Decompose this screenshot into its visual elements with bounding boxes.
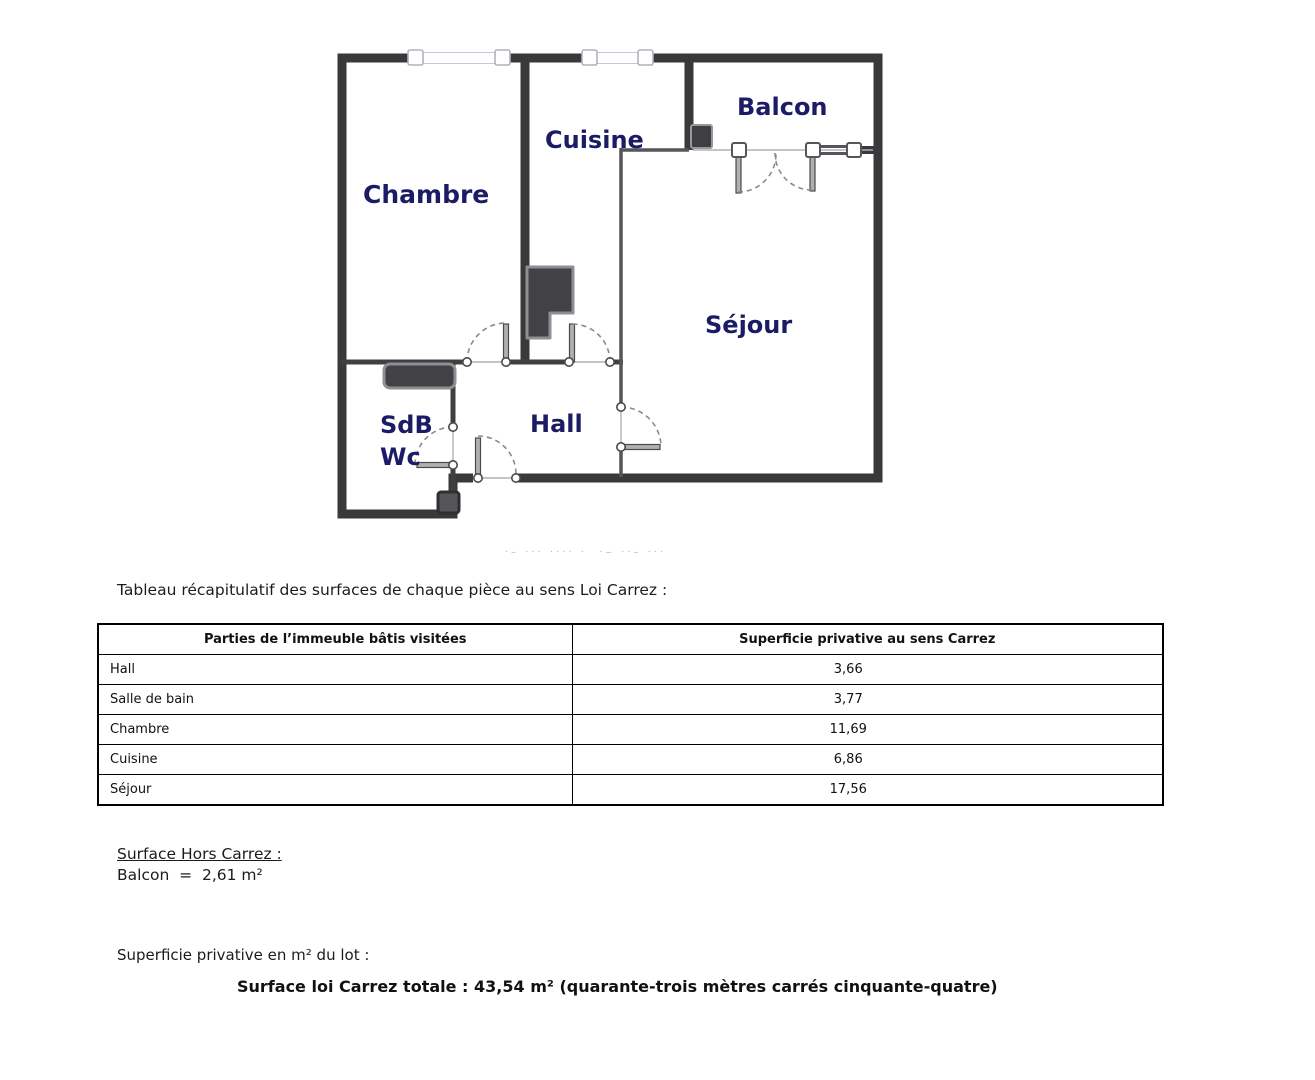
- bathroom-vanity: [384, 364, 455, 388]
- label-chambre: Chambre: [363, 180, 490, 209]
- table-row: [98, 655, 1163, 685]
- table-row: [98, 715, 1163, 745]
- room-surface: 3,66: [572, 655, 1163, 685]
- door-leaf: [504, 324, 509, 362]
- surfaces-table: [97, 623, 1164, 806]
- room-surface: 11,69: [572, 715, 1163, 745]
- table-row: [98, 685, 1163, 715]
- room-name: Chambre: [98, 715, 572, 745]
- table-row: [98, 775, 1163, 806]
- lot-total: Surface loi Carrez totale : 43,54 m² (quarante-trois mètres carrés cinquante-quatre): [237, 977, 998, 996]
- door-leaf: [736, 156, 741, 193]
- table-header-row: [98, 624, 1163, 655]
- wc-fixture: [438, 492, 459, 513]
- header-superficie: Superficie privative au sens Carrez: [572, 624, 1163, 655]
- obscured-caption: ·– ··· ···· · ·‒ ··– ···: [504, 547, 667, 558]
- label-cuisine: Cuisine: [545, 126, 644, 154]
- balcony-door: [691, 125, 861, 193]
- balcony-pillar: [691, 125, 712, 148]
- door-leaf: [810, 156, 815, 191]
- room-name: Séjour: [98, 775, 572, 806]
- table-caption: Tableau récapitulatif des surfaces de chaque pièce au sens Loi Carrez :: [117, 581, 668, 599]
- door-leaf: [417, 463, 451, 468]
- room-surface: 3,77: [572, 685, 1163, 715]
- label-sdb: SdB: [380, 411, 433, 439]
- door-leaf: [623, 445, 660, 450]
- header-parties: Parties de l’immeuble bâtis visitées: [98, 624, 572, 655]
- room-surface: 17,56: [572, 775, 1163, 806]
- label-wc: Wc: [380, 443, 421, 471]
- door-sills: [453, 150, 873, 478]
- room-name: Cuisine: [98, 745, 572, 775]
- floor-plan: [330, 40, 890, 530]
- room-name: Hall: [98, 655, 572, 685]
- lot-intro: Superficie privative en m² du lot :: [117, 946, 370, 964]
- kitchen-counter: [527, 267, 573, 338]
- table-row: [98, 745, 1163, 775]
- hors-carrez-heading: Surface Hors Carrez :: [117, 845, 282, 863]
- sejour-walls: [621, 148, 689, 477]
- room-name: Salle de bain: [98, 685, 572, 715]
- door-leaf: [570, 324, 575, 362]
- hors-carrez-balcon: Balcon = 2,61 m²: [117, 866, 263, 884]
- label-sejour: Séjour: [705, 311, 793, 339]
- label-hall: Hall: [530, 410, 583, 438]
- room-surface: 6,86: [572, 745, 1163, 775]
- surfaces-table-wrap: [97, 623, 1164, 806]
- door-leaf: [476, 438, 481, 474]
- label-balcon: Balcon: [737, 93, 828, 121]
